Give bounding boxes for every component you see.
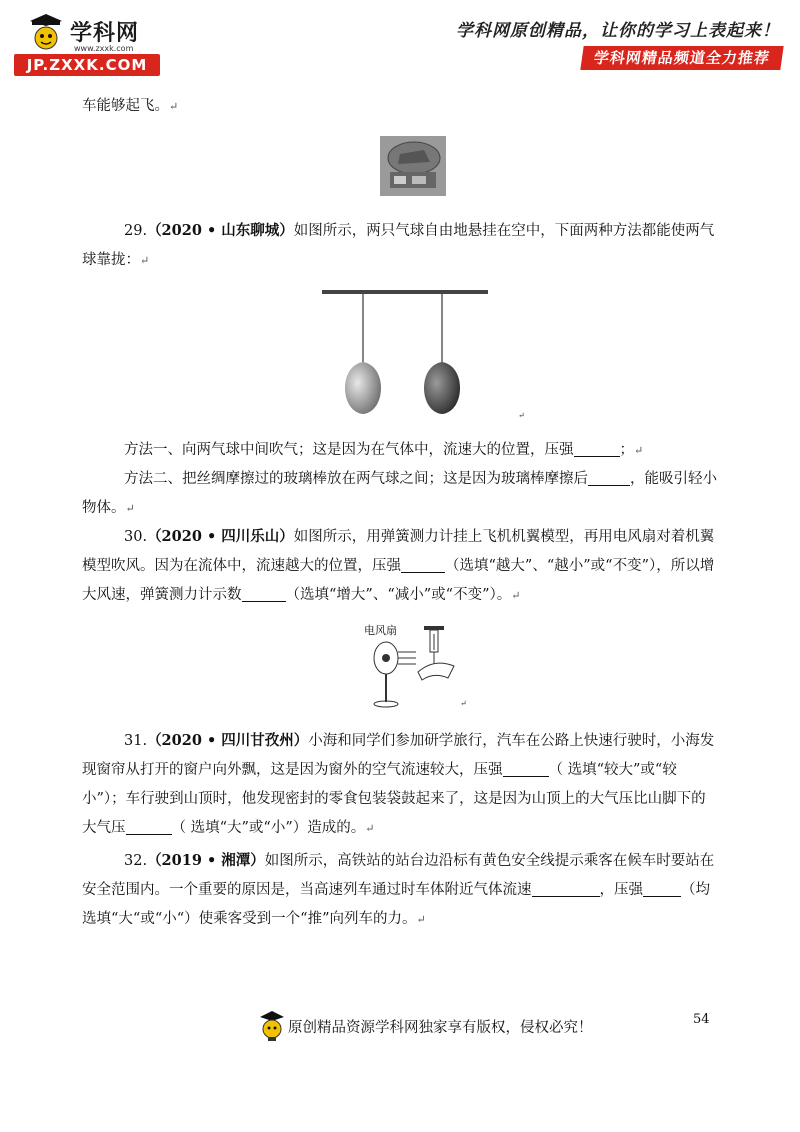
fan-wing-figure (360, 622, 470, 714)
continued-text: 车能够起飞。↵ (82, 98, 179, 114)
answer-blank[interactable] (401, 556, 445, 573)
question-29: 29.（2020 • 山东聊城）如图所示，两只气球自由地悬挂在空中，下面两种方法都能使两气球靠拢：↵ (82, 222, 715, 268)
answer-blank[interactable] (643, 880, 681, 897)
logo-text: 学科网 (70, 21, 140, 46)
answer-blank[interactable] (532, 880, 600, 897)
logo-band: JP.ZXXK.COM (14, 54, 160, 76)
header-promo-banner: 学科网精品频道全力推荐 (580, 46, 783, 70)
site-logo (12, 14, 162, 76)
question-32: 32.（2019 • 湘潭）如图所示，高铁站的站台边沿标有黄色安全线提示乘客在候车时要站在安全范围内。一个重要的原因是，当高速列车通过时车体附近气体流速 ，压强 （均选填“大“或“小“）使乘客受到一个“推”向列车的力。↵ (82, 852, 715, 927)
footer-mascot-icon (258, 1010, 286, 1042)
fan-label: 电风扇 (364, 624, 397, 637)
question-31: 31.（2020 • 四川甘孜州）小海和同学们参加研学旅行，汽车在公路上快速行驶时，小海发现窗帘从打开的窗户向外飘，这是因为窗外的空气流速较大，压强 （ 选填“较大”或“较小”）；车行驶到山顶时，他发现密封的零食包装袋鼓起来了，这是因为山顶上的大气压比山脚下的大气压 （ 选填“大”或“小”）造成的。↵ (82, 732, 715, 836)
header-slogan: 学科网原创精品，让你的学习上表起来！ (456, 21, 780, 41)
hanging-rod (322, 290, 488, 294)
balloons-figure (318, 286, 528, 422)
logo-subtitle: www.zxxk.com (74, 44, 134, 53)
svg-text:↵: ↵ (518, 411, 525, 420)
left-balloon (345, 362, 381, 414)
flying-car-photo (380, 136, 448, 198)
answer-blank[interactable] (588, 469, 630, 486)
footer-copyright: 原创精品资源学科网独家享有版权，侵权必究！ (288, 1020, 593, 1036)
answer-blank[interactable] (503, 760, 549, 777)
right-balloon (424, 362, 460, 414)
q29-method-1: 方法一、向两气球中间吹气；这是因为在气体中，流速大的位置，压强 ；↵ (124, 442, 644, 458)
svg-text:↵: ↵ (460, 699, 467, 708)
mascot-icon (26, 14, 68, 54)
answer-blank[interactable] (126, 818, 172, 835)
answer-blank[interactable] (574, 440, 620, 457)
question-30: 30.（2020 • 四川乐山）如图所示，用弹簧测力计挂上飞机机翼模型，再用电风扇对着机翼模型吹风。因为在流体中，流速越大的位置，压强 （选填“越大”、“越小”或“不变”），所以增大风速，弹簧测力计示数 （选填“增大”、“减小”或“不变”）。↵ (82, 528, 715, 603)
page-number: 54 (693, 1012, 710, 1027)
answer-blank[interactable] (242, 585, 286, 602)
q29-method-2: 方法二、把丝绸摩擦过的玻璃棒放在两气球之间；这是因为玻璃棒摩擦后 ，能吸引轻小物体。↵ (82, 471, 717, 516)
